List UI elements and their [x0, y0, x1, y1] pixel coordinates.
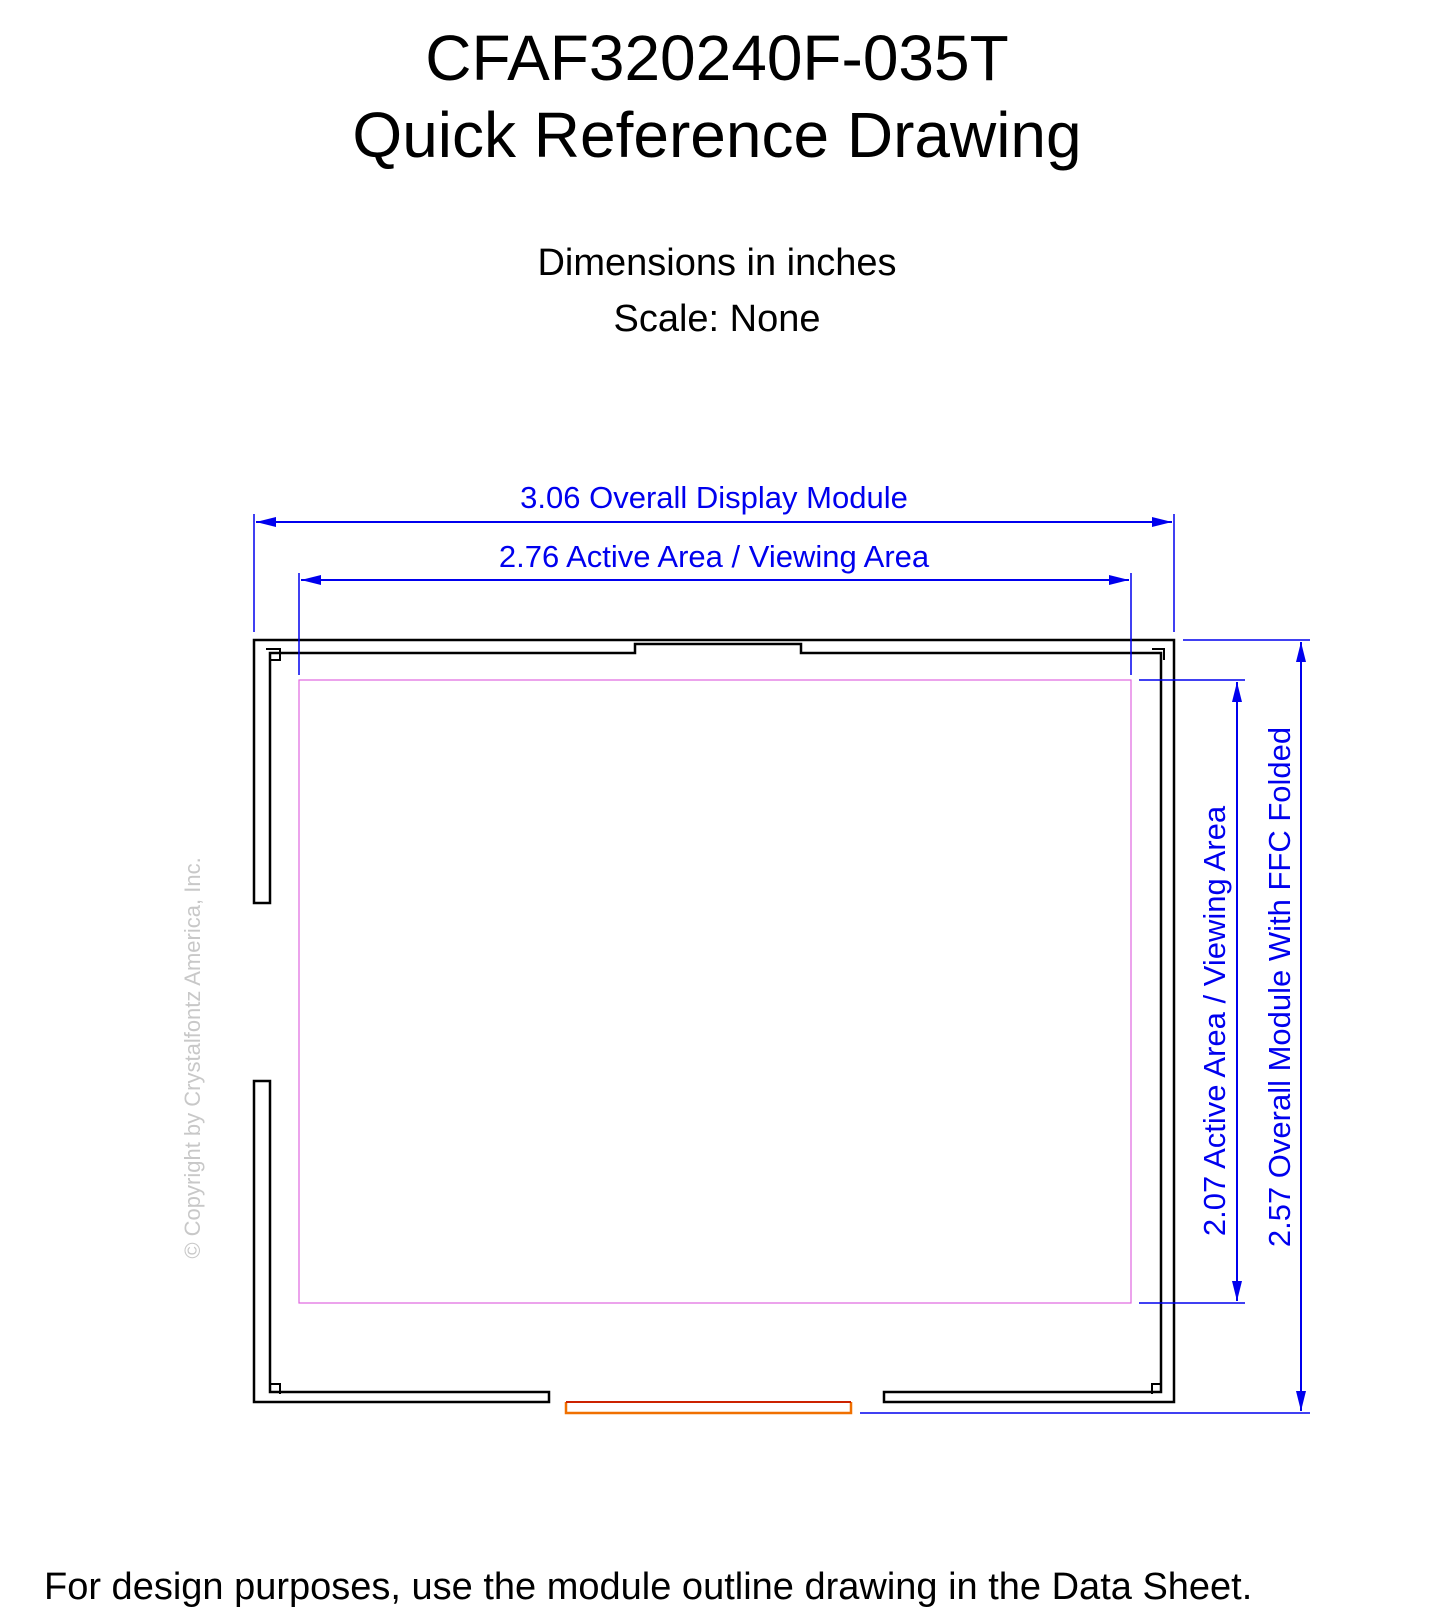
active-height-label: 2.07 Active Area / Viewing Area — [1197, 805, 1232, 1237]
active-width-label: 2.76 Active Area / Viewing Area — [498, 539, 930, 574]
overall-height-label: 2.57 Overall Module With FFC Folded — [1262, 726, 1297, 1248]
overall-width-label: 3.06 Overall Display Module — [520, 480, 908, 515]
design-footnote: For design purposes, use the module outline drawing in the Data Sheet. — [44, 1566, 1253, 1608]
scale-note: Scale: None — [613, 298, 821, 340]
units-note: Dimensions in inches — [537, 242, 897, 284]
drawing-title-part-number: CFAF320240F-035T — [425, 22, 1009, 94]
module-outer-outline — [254, 640, 1174, 1402]
active-area — [299, 680, 1131, 1303]
corner-detail-top-left — [266, 649, 280, 660]
copyright-watermark: © Copyright by Crystalfontz America, Inc. — [180, 857, 205, 1259]
module-lower-left-outline — [254, 1081, 549, 1402]
drawing-title-description: Quick Reference Drawing — [352, 99, 1082, 171]
ffc-tail — [566, 1402, 851, 1413]
